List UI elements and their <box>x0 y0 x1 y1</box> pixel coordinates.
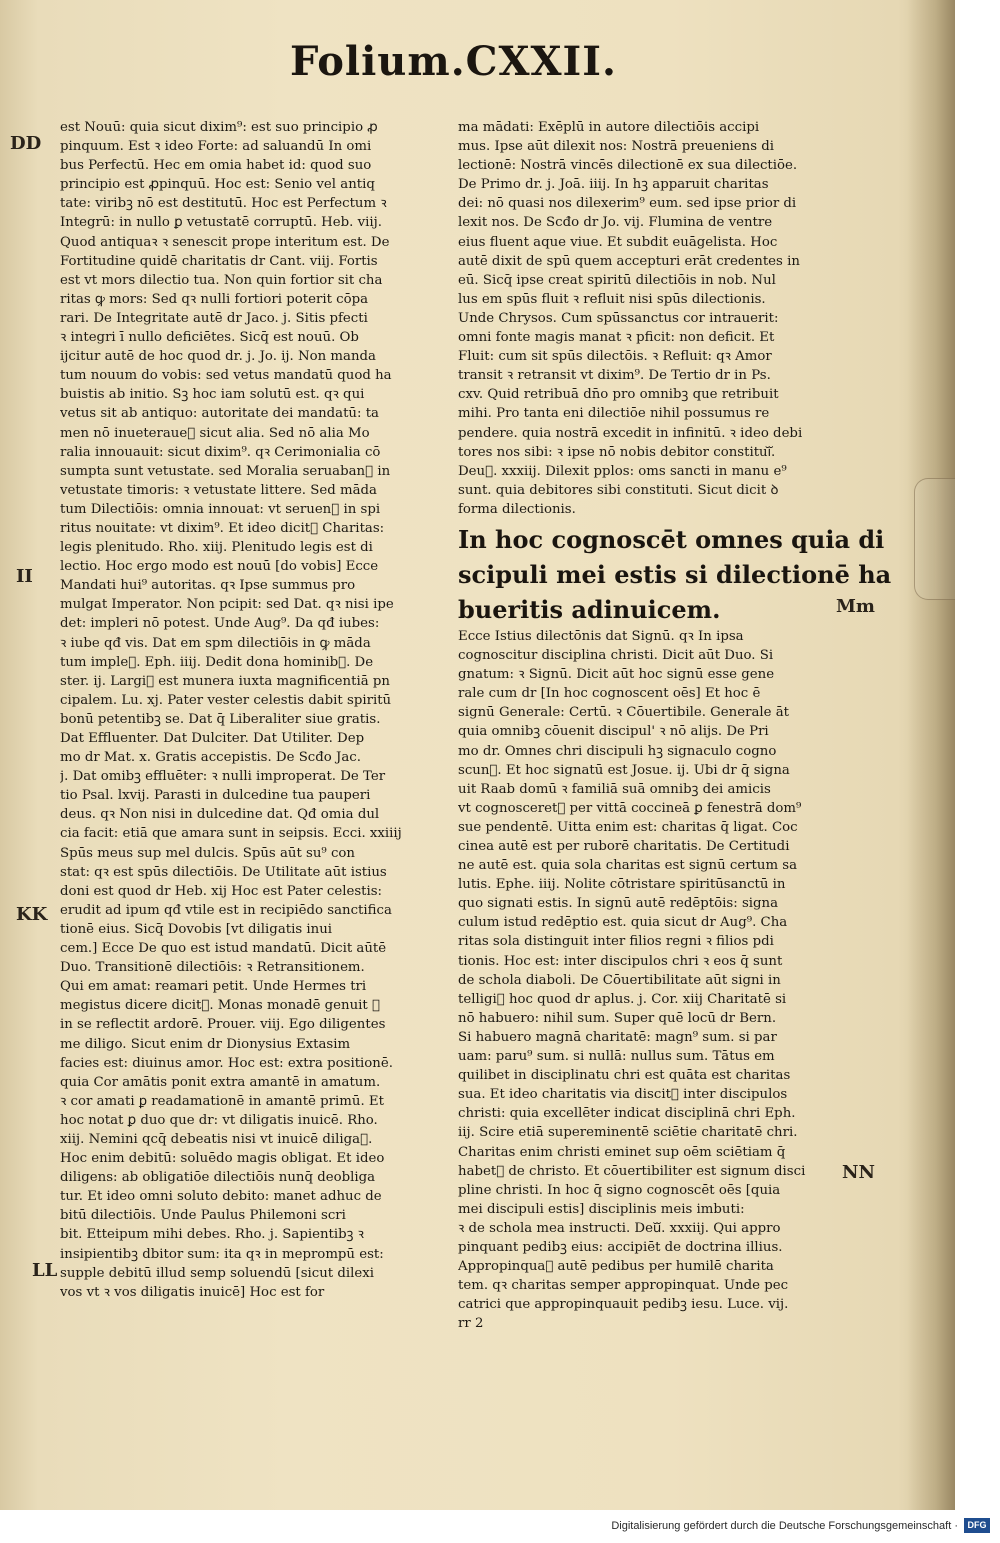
margin-letter-dd: DD <box>10 133 42 154</box>
text-line: nō habuero: nihil sum. Super quē locū dr Bern. <box>458 1010 777 1026</box>
folio-header: Folium.CXXII. <box>290 38 617 85</box>
text-line: habetᷓ de christo. Et cōuertibiliter est signum disci <box>458 1163 806 1179</box>
text-line: vos vt ꝛ vos diligatis inuicē] Hoc est for <box>60 1284 325 1300</box>
text-line: men nō inueteraueᷓ sicut alia. Sed nō alia Mo <box>60 425 370 441</box>
text-line: bit. Etteipum mihi debes. Rho. j. Sapientibꝫ ꝛ <box>60 1227 364 1243</box>
text-line: Deuᷓ. xxxiij. Dilexit pplos: oms sancti in manu e⁹ <box>458 463 787 479</box>
text-line: Quod antiquaꝛ ꝛ senescit prope interitum est. De <box>60 234 390 250</box>
text-line: j. Dat omibꝫ effluēter: ꝛ nulli improperat. De Ter <box>60 769 386 785</box>
margin-letter-nn: NN <box>842 1162 875 1183</box>
text-line: Spūs meus sup mel dulcis. Spūs aūt su⁹ con <box>60 845 355 861</box>
text-line: det: impleri nō potest. Unde Aug⁹. Da qđ iubes: <box>60 616 380 632</box>
text-line: me diligo. Sicut enim dr Dionysius Extasim <box>60 1036 351 1052</box>
text-line: pline christi. In hoc q̄ signo cognoscēt oēs [quia <box>458 1182 781 1198</box>
text-line: insipientibꝫ dbitor sum: ita qꝛ in meprompū est: <box>60 1246 384 1262</box>
text-line: tum Dilectiōis: omnia innouat: vt seruenᷓ in spi <box>60 501 381 517</box>
text-line: bitū dilectiōis. Unde Paulus Philemoni scri <box>60 1208 346 1224</box>
text-line: bus Perfectū. Hec em omia habet id: quod suo <box>60 158 372 174</box>
text-line: ma mādati: Exēplū in autore dilectiōis accipi <box>458 120 760 135</box>
text-line: lectionē: Nostrā vincēs dilectionē ex sua dilectiōe. <box>458 158 798 174</box>
text-line: cinea autē est per ruborē charitatis. De Certitudi <box>458 839 790 854</box>
text-line: lus em spūs fluit ꝛ refluit nisi spūs dilectionis. <box>458 291 766 307</box>
text-line: eū. Sicq̄ ipse creat spiritū dilectiōis in nob. Nul <box>458 272 776 288</box>
text-line: Dat Effluenter. Dat Dulciter. Dat Utiliter. Dep <box>60 731 365 746</box>
text-line: Qui em amat: reamari petit. Unde Hermes tri <box>60 979 367 995</box>
text-line: uam: paru⁹ sum. si nullā: nullus sum. Tātus em <box>458 1049 775 1065</box>
text-line: quia omnibꝫ cōuenit discipul' ꝛ nō alijs. De Pri <box>458 724 769 740</box>
text-line: ꝛ iube qđ vis. Dat em spm dilectiōis in ꝙ māda <box>60 635 371 651</box>
text-line: rale cum dr [In hoc cognoscent oēs] Et hoc ē <box>458 686 761 702</box>
text-line: ritus nouitate: vt dixim⁹. Et ideo dicitᷓ Charitas: <box>60 520 385 536</box>
text-line: cipalem. Lu. xj. Pater vester celestis dabit spiritū <box>60 692 392 708</box>
text-line: bonū petentibꝫ se. Dat q̄ Liberaliter siue gratis. <box>60 711 381 727</box>
margin-letter-ii: II <box>16 566 33 587</box>
text-line: signū Generale: Certū. ꝛ Cōuertibile. Generale āt <box>458 705 789 721</box>
text-line: ijcitur autē de hoc quod dr. j. Jo. ij. Non manda <box>60 349 376 365</box>
text-line: Duo. Transitionē dilectiōis: ꝛ Retransitionem. <box>60 960 365 976</box>
text-line: sua. Et ideo charitatis via discitᷓ inter discipulos <box>458 1087 788 1103</box>
text-line: quilibet in disciplinatu chri est quāta est charitas <box>458 1068 791 1084</box>
text-line: tate: viribꝫ nō est destitutū. Hoc est Perfectum ꝛ <box>60 196 387 212</box>
text-line: mo dr. Omnes chri discipuli hꝫ signaculo cogno <box>458 743 777 759</box>
text-line: De Primo dr. j. Joā. iiij. In hꝫ apparuit charitas <box>458 177 769 193</box>
text-line: telligiᷓ hoc quod dr aplus. j. Cor. xiij Charitatē si <box>458 991 787 1007</box>
text-line: de schola diaboli. De Cōuertibilitate aūt signi in <box>458 972 781 988</box>
text-line: mulgat Imperator. Non pcipit: sed Dat. qꝛ nisi ipe <box>60 597 394 613</box>
text-line: pinquant pedibꝫ eius: accipiēt de doctrina illius. <box>458 1239 783 1255</box>
text-line: buistis ab initio. Sꝫ hoc iam solutū est. qꝛ qui <box>60 387 365 403</box>
text-line: est Nouū: quia sicut dixim⁹: est suo principio ꝓ <box>60 120 378 135</box>
text-line: Integrū: in nullo ꝑ vetustatē corruptū. Heb. viij. <box>60 215 382 231</box>
right-column-top-block <box>458 118 828 519</box>
text-line: sue pendentē. Uitta enim est: charitas q̄ ligat. Coc <box>458 819 798 835</box>
text-line: catrici que appropinquauit pedibꝫ iesu. Luce. vij. <box>458 1297 789 1313</box>
text-line: eius fluent aque viue. Et subdit euāgelista. Hoc <box>458 234 778 250</box>
text-line: tur. Et ideo omni soluto debito: manet adhuc de <box>60 1189 382 1205</box>
text-line: xiij. Nemini qcq̄ debeatis nisi vt inuicē diligaᷓ. <box>60 1131 373 1147</box>
right-column-bottom-block <box>458 627 828 1333</box>
text-line: erudit ad ipum qđ vtile est in recipiēdo sanctifica <box>60 902 392 918</box>
text-line: forma dilectionis. <box>458 501 576 517</box>
text-line: tio Psal. lxvij. Parasti in dulcedine tua pauperi <box>60 788 371 804</box>
dfg-logo: DFG <box>964 1518 990 1533</box>
left-text-column <box>60 118 432 1302</box>
margin-letter-kk: KK <box>16 904 48 925</box>
text-line: ꝛ integri ī nullo deficiētes. Sicq̄ est nouū. Ob <box>60 330 359 346</box>
text-line: Unde Chrysos. Cum spūssanctus cor intrauerit: <box>458 310 779 326</box>
text-line: doni est quod dr Heb. xij Hoc est Pater celestis: <box>60 883 383 899</box>
text-line: facies est: diuinus amor. Hoc est: extra positionē. <box>60 1055 393 1071</box>
margin-letter-mm: Mm <box>836 596 875 617</box>
text-line: dei: nō quasi nos dilexerim⁹ eum. sed ipse prior di <box>458 196 797 212</box>
text-line: lexit nos. De Scđo dr Jo. vij. Flumina de ventre <box>458 215 773 231</box>
text-line: rari. De Integritate autē dr Jaco. j. Sitis pfecti <box>60 310 368 326</box>
text-line: Appropinquaᷓ autē pedibus per humilē charita <box>458 1259 774 1275</box>
text-line: uit Raab domū ꝛ familiā suā omnibꝫ dei amicis <box>458 781 771 797</box>
text-line: quo signati estis. In signū autē redēptōis: signa <box>458 896 779 912</box>
text-line: culum istud redēptio est. quia sicut dr Aug⁹. Cha <box>458 915 788 931</box>
text-line: Fortitudine quidē charitatis dr Cant. viij. Fortis <box>60 253 378 269</box>
text-line: tem. qꝛ charitas semper appropinquat. Unde pec <box>458 1278 789 1294</box>
text-line: ꝛ cor amati ꝑ readamationē in amantē primū. Et <box>60 1093 384 1109</box>
text-line: supple debitū illud semp soluendū [sicut dilexi <box>60 1265 375 1281</box>
text-line: autē dixit de spū quem accepturi erāt credentes in <box>458 253 800 269</box>
text-line: Mandati hui⁹ autoritas. qꝛ Ipse summus pro <box>60 578 356 594</box>
page-edge-shadow <box>907 0 955 1510</box>
text-line: mus. Ipse aūt dilexit nos: Nostrā preueniens di <box>458 139 775 155</box>
text-line: tores nos sibi: ꝛ ipse nō nobis debitor constituiᷓ. <box>458 444 776 460</box>
text-line: lutis. Ephe. iiij. Nolite cōtristare spiritūsanctū in <box>458 877 786 893</box>
text-line: Si habuero magnā charitatē: magn⁹ sum. si par <box>458 1029 777 1045</box>
text-line: ritas sola distinguit inter filios regni ꝛ filios pdi <box>458 934 774 950</box>
text-line: megistus dicere dicitᷓ. Monas monadē genuit ꝛ <box>60 998 380 1014</box>
text-line: tionis. Hoc est: inter discipulos chri ꝛ eos q̄ sunt <box>458 953 783 969</box>
text-line: ritas ꝙ mors: Sed qꝛ nulli fortiori poterit cōpa <box>60 291 369 307</box>
text-line: pendere. quia nostrā excedit in infinitū. ꝛ ideo debi <box>458 425 803 441</box>
text-line: cxv. Quid retribuā dn̄o pro omnibꝫ que retribuit <box>458 387 779 403</box>
text-line: mihi. Pro tanta eni dilectiōe nihil possumus re <box>458 406 770 422</box>
lemma-line: bueritis adinuicem. <box>458 594 721 624</box>
margin-letter-ll: LL <box>32 1260 58 1281</box>
text-line: rr 2 <box>458 1316 484 1332</box>
text-line: hoc notat ꝑ duo que dr: vt diligatis inuicē. Rho. <box>60 1112 378 1128</box>
text-line: vt cognosceretᷓ per vittā coccineā ꝑ fenestrā dom⁹ <box>458 800 802 816</box>
text-line: Fluit: cum sit spūs dilectōis. ꝛ Refluit: qꝛ Amor <box>458 349 772 365</box>
text-line: iij. Scire etiā supereminentē sciētie charitatē chri. <box>458 1125 798 1141</box>
lemma-line: scipuli mei estis si dilectionē ha <box>458 559 892 589</box>
text-line: principio est ꝓpinquū. Hoc est: Senio vel antiq <box>60 177 375 193</box>
text-line: cia facit: etiā que amara sunt in seipsis. Ecci. xxiiij <box>60 826 402 842</box>
page-tab-mark <box>914 478 955 600</box>
text-line: deus. qꝛ Non nisi in dulcedine dat. Qđ omia dul <box>60 807 380 823</box>
text-line: vetustate timoris: ꝛ vetustate littere. Sed māda <box>60 482 377 498</box>
text-line: christi: quia excellēter indicat disciplinā chri Eph. <box>458 1106 796 1122</box>
text-line: in se reflectit ardorē. Prouer. viij. Ego diligentes <box>60 1017 386 1033</box>
text-line: gnatum: ꝛ Signū. Dicit aūt hoc signū esse gene <box>458 667 775 683</box>
text-line: Ecce Istius dilectōnis dat Signū. qꝛ In ipsa <box>458 628 744 644</box>
text-line: ralia innouauit: sicut dixim⁹. qꝛ Cerimonialia cō <box>60 444 381 460</box>
text-line: mei discipuli estis] disciplinis meis imbuti: <box>458 1201 745 1217</box>
text-line: ne autē est. quia sola charitas est signū certum sa <box>458 858 798 874</box>
text-line: tionē eius. Sicq̄ Dovobis [vt diligatis inui <box>60 921 333 937</box>
text-line: cem.] Ecce De quo est istud mandatū. Dicit aūtē <box>60 941 387 957</box>
text-line: vetus sit ab antiquo: autoritate dei mandatū: ta <box>60 406 379 422</box>
text-line: Charitas enim christi eminet sup oēm sciētiam q̄ <box>458 1144 786 1160</box>
text-line: ꝛ de schola mea instructi. Deuᷓ. xxxiij. Qui appro <box>458 1220 781 1236</box>
text-line: legis plenitudo. Rho. xiij. Plenitudo legis est di <box>60 540 373 556</box>
text-line: mo dr Mat. x. Gratis accepistis. De Scđo Jac. <box>60 750 361 766</box>
text-line: pinquum. Est ꝛ ideo Forte: ad saluandū In omi <box>60 139 372 155</box>
digitization-credit: Digitalisierung gefördert durch die Deutsche Forschungsgemeinschaft · <box>611 1520 958 1532</box>
text-line: diligens: ab obligatiōe dilectiōis nunq̄ deobliga <box>60 1170 376 1186</box>
text-line: quia Cor amātis ponit extra amantē in amatum. <box>60 1074 381 1090</box>
text-line: ster. ij. Largiᷓ est munera iuxta magnificentiā pn <box>60 673 390 689</box>
text-line: sumpta sunt vetustate. sed Moralia seruabanᷓ in <box>60 463 391 479</box>
lemma-line: In hoc cognoscēt omnes quia di <box>458 524 885 554</box>
text-line: transit ꝛ retransit vt dixim⁹. De Tertio dr in Ps. <box>458 368 771 384</box>
text-line: sunt. quia debitores sibi constituti. Sicut dicit ꝺ <box>458 482 779 498</box>
text-line: stat: qꝛ est spūs dilectiōis. De Utilitate aūt istius <box>60 864 387 880</box>
text-line: est vt mors dilectio tua. Non quin fortior sit cha <box>60 272 383 288</box>
text-line: tum impleᷓ. Eph. iiij. Dedit dona hominibꝫ. De <box>60 654 374 670</box>
text-line: scunᷓ. Et hoc signatū est Josue. ij. Ubi dr q̄ signa <box>458 762 790 778</box>
text-line: cognoscitur disciplina christi. Dicit aūt Duo. Si <box>458 648 774 664</box>
text-line: tum nouum do vobis: sed vetus mandatū quod ha <box>60 368 392 384</box>
text-line: lectio. Hoc ergo modo est nouū [do vobis] Ecce <box>60 559 379 575</box>
text-line: omni fonte magis manat ꝛ pficit: non deficit. Et <box>458 330 775 346</box>
text-line: Hoc enim debitū: soluēdo magis obligat. Et ideo <box>60 1151 385 1167</box>
